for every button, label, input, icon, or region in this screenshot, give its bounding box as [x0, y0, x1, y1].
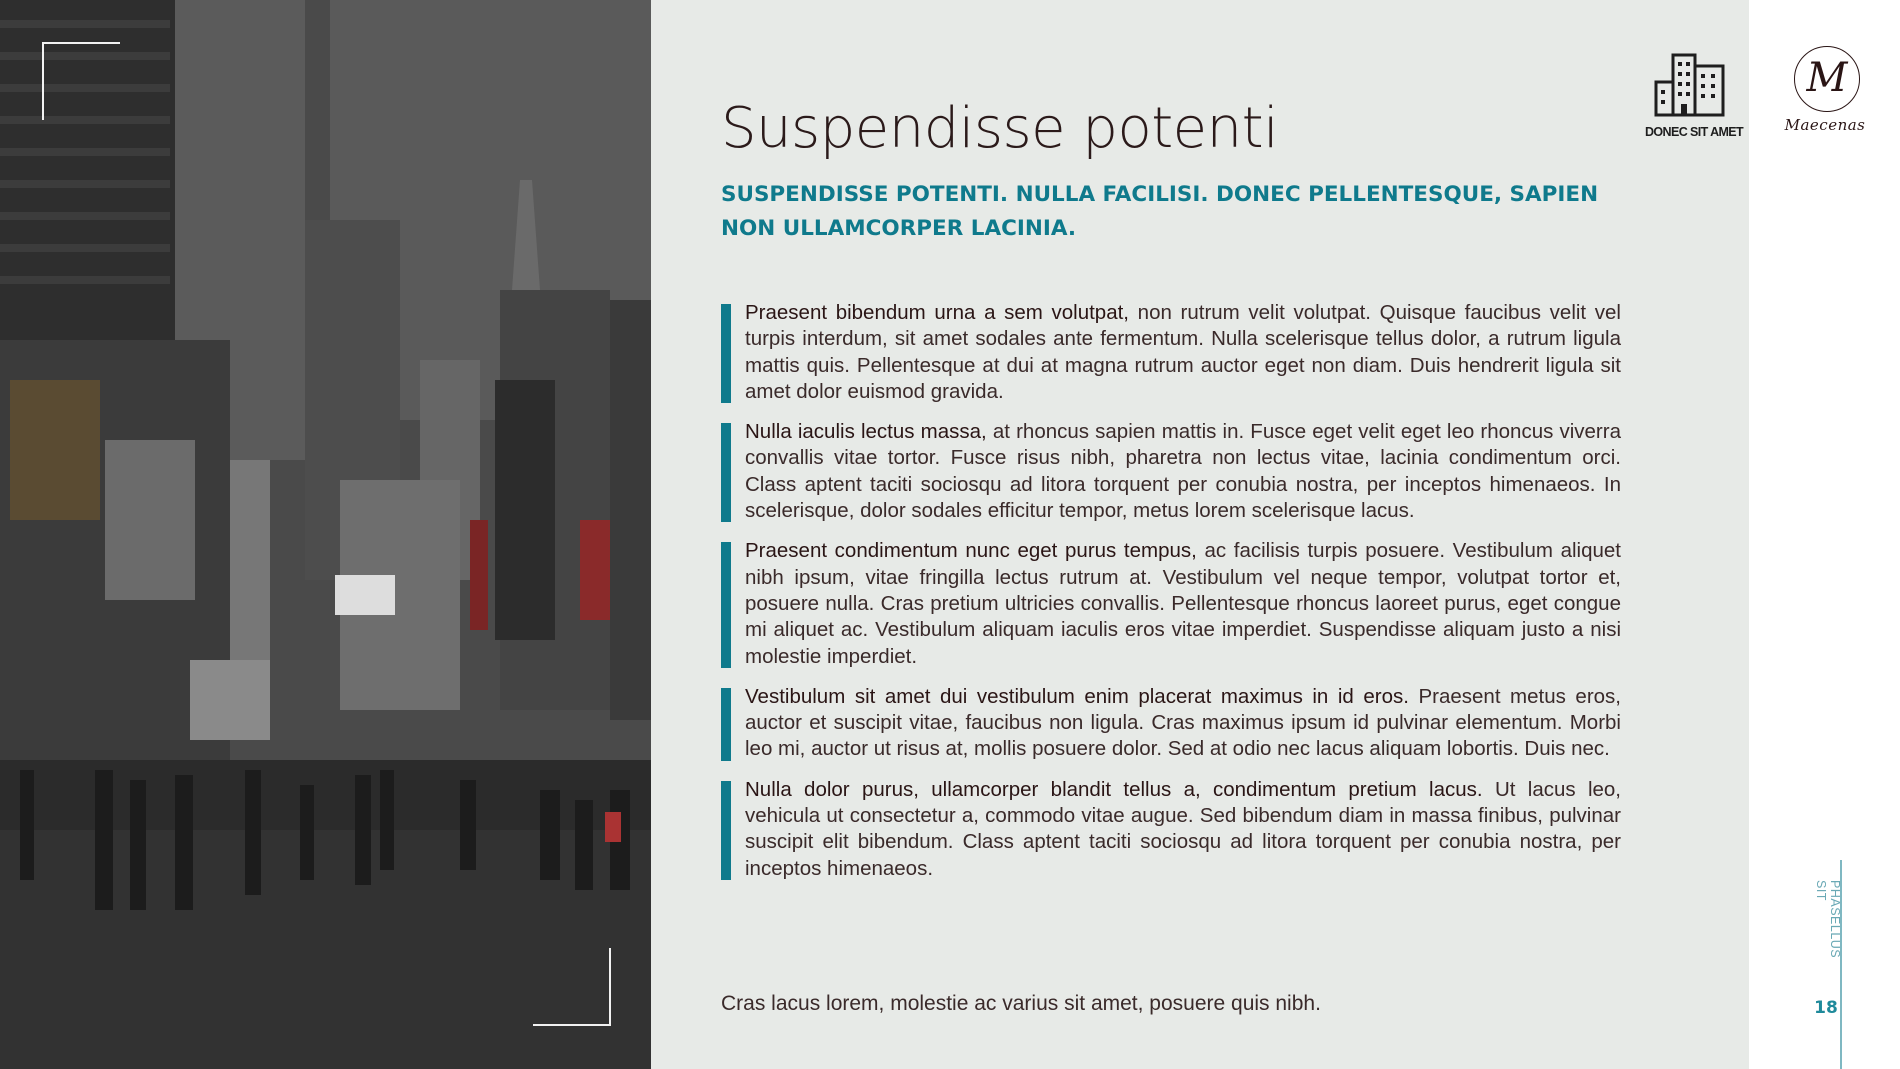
company-logo	[1645, 52, 1744, 139]
right-sidebar	[1749, 0, 1900, 1069]
paragraph-lead: Nulla dolor purus, ullamcorper blandit tellus a, condimentum pretium lacus.	[745, 777, 1483, 801]
city-street-photo	[0, 0, 651, 1069]
frame-corner-bottom-right	[533, 948, 611, 1026]
accent-bar	[721, 542, 731, 667]
paragraph-body: at rhoncus sapien mattis in. Fusce eget velit eget leo rhoncus viverra convallis vitae tortor. Fusce risus nibh, pharetra non lectus vitae, lacinia condimentum orci. Class aptent taciti sociosqu ad litora torquent per conubia nostra, per inceptos himenaeos. In scelerisque, dolor sodales efficitur tempor, metus lorem scelerisque lacus.	[745, 420, 1621, 523]
brand-name: Maecenas	[1784, 116, 1866, 134]
paragraph-lead: Praesent bibendum urna a sem volutpat,	[745, 301, 1130, 324]
logo-label: DONEC SIT AMET	[1645, 125, 1744, 139]
paragraph-body: Praesent metus eros, auctor et suscipit vitae, faucibus non ligula. Cras maximus ipsum id pulvinar elementum. Morbi leo mi, auctor ut risus at, mollis posuere dolor. Sed at odio nec lacus aliquam lobortis. Duis nec.	[745, 684, 1621, 761]
paragraph-lead: Vestibulum sit amet dui vestibulum enim placerat maximus in id eros.	[745, 684, 1409, 708]
brand-monogram: M	[1794, 46, 1860, 112]
paragraph	[721, 300, 1621, 405]
paragraph	[721, 419, 1621, 524]
paragraph	[721, 684, 1621, 763]
paragraph-body: Ut lacus leo, vehicula ut consectetur a, commodo vitae augue. Sed bibendum diam in massa finibus, pulvinar suscipit elit bibendum. Class aptent taciti sociosqu ad litora torquent per conubia nostra, per inceptos himenaeos.	[745, 777, 1622, 880]
paragraph-body: non rutrum velit volutpat. Quisque faucibus velit vel turpis interdum, sit amet sodales ante fermentum. Nulla scelerisque tellus dolor, a rutrum ligula mattis quis. Pellentesque at dui at magna rutrum auctor eget non diam. Duis hendrerit ligula sit amet dolor euismod gravida.	[745, 301, 1621, 403]
accent-bar	[721, 304, 731, 403]
accent-bar	[721, 781, 731, 880]
paragraph	[721, 777, 1621, 882]
accent-bar	[721, 423, 731, 522]
paragraph-body: ac facilisis turpis posuere. Vestibulum aliquet nibh ipsum, vitae fringilla lectus rutrum at. Vestibulum vel neque tempor, volutpat tortor et, posuere nulla. Cras pretium ultricies convallis. Pellentesque rhoncus laoreet purus, eget congue mi aliquet ac. Vestibulum aliquam iaculis eros vitae imperdiet. Suspendisse aliquam justo a nisi molestie imperdiet.	[745, 539, 1621, 668]
slide-subtitle: SUSPENDISSE POTENTI. NULLA FACILISI. DONEC PELLENTESQUE, SAPIEN NON ULLAMCORPER LACINIA.	[721, 182, 1599, 241]
paragraph-lead: Nulla iaculis lectus massa,	[745, 420, 987, 444]
paragraph-list	[721, 300, 1621, 896]
paragraph-lead: Praesent condimentum nunc eget purus tempus,	[745, 539, 1197, 563]
slide-title: Suspendisse potenti	[721, 96, 1279, 161]
frame-corner-top-left	[42, 42, 120, 120]
footer-note: Cras lacus lorem, molestie ac varius sit amet, posuere quis nibh.	[721, 992, 1321, 1015]
city-photo-illustration	[0, 0, 651, 1069]
paragraph	[721, 538, 1621, 669]
page-number: 18	[1814, 998, 1838, 1018]
section-label: PHASELLUS SIT	[1814, 880, 1842, 959]
content-panel	[651, 0, 1749, 1069]
accent-bar	[721, 688, 731, 761]
buildings-icon	[1653, 52, 1727, 118]
